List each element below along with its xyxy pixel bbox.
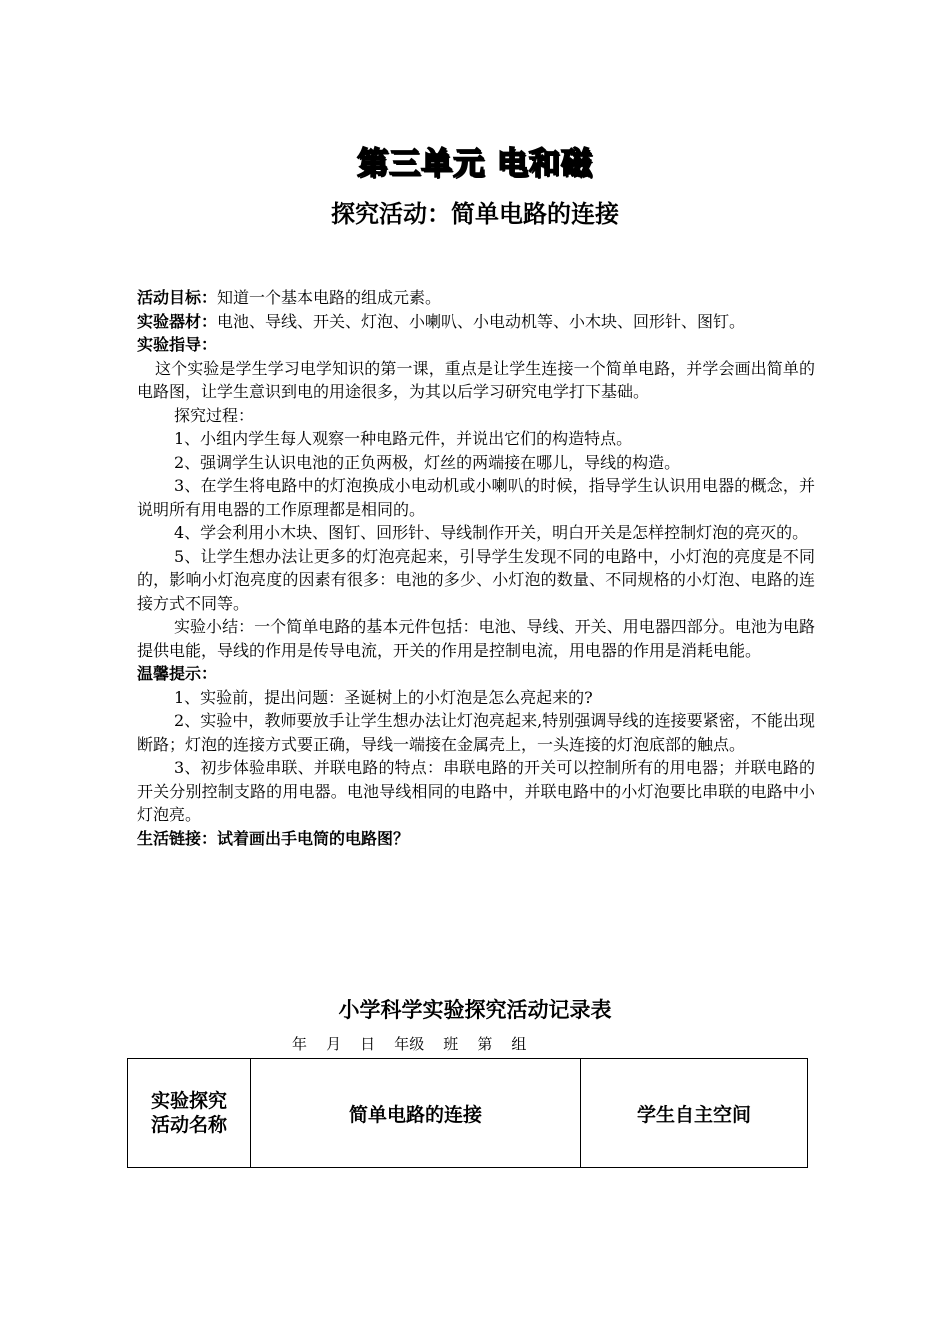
- step-item: 3、在学生将电路中的灯泡换成小电动机或小喇叭的时候，指导学生认识用电器的概念，并说明所有用电器的工作原理都是相同的。: [137, 476, 815, 519]
- materials-text: 电池、导线、开关、灯泡、小喇叭、小电动机等、小木块、回形针、图钉。: [217, 311, 746, 331]
- step-item: 5、让学生想办法让更多的灯泡亮起来，引导学生发现不同的电路中，小灯泡的亮度是不同的，影响小灯泡亮度的因素有很多：电池的多少、小灯泡的数量、不同规格的小灯泡、电路的连接方式不同等。: [137, 546, 815, 613]
- step-item: 4、学会利用小木块、图钉、回形针、导线制作开关，明白开关是怎样控制灯泡的亮灭的。: [174, 523, 809, 542]
- step-item: 1、小组内学生每人观察一种电路元件，并说出它们的构造特点。: [174, 429, 633, 448]
- materials-label: 实验器材：: [137, 311, 218, 331]
- process-label: 探究过程：: [174, 405, 255, 425]
- table-row: [128, 1059, 808, 1168]
- goal-line: [137, 286, 815, 310]
- document-body: [137, 286, 815, 850]
- activity-name-label-cell: [128, 1059, 251, 1168]
- unit-title: 第三单元 电和磁: [357, 146, 593, 182]
- goal-text: 知道一个基本电路的组成元素。: [217, 288, 442, 307]
- date-line: 年 月 日 年级 班 第 组: [292, 1035, 527, 1053]
- life-link: 生活链接：试着画出手电筒的电路图？: [137, 828, 410, 848]
- guide-label: 实验指导：: [137, 335, 218, 354]
- step-item: 2、强调学生认识电池的正负两极，灯丝的两端接在哪儿，导线的构造。: [174, 452, 681, 472]
- tips-label: 温馨提示：: [137, 664, 218, 683]
- activity-name-label-line2: 活动名称: [150, 1114, 227, 1136]
- tip-item: 1、实验前，提出问题：圣诞树上的小灯泡是怎么亮起来的?: [174, 687, 593, 707]
- guide-intro: 这个实验是学生学习电学知识的第一课，重点是让学生连接一个简单电路，并学会画出简单的电路图，让学生意识到电的用途很多，为其以后学习研究电学打下基础。: [137, 358, 815, 401]
- activity-title: 探究活动：简单电路的连接: [331, 200, 619, 228]
- tip-item: 2、实验中，教师要放手让学生想办法让灯泡亮起来,特别强调导线的连接要紧密，不能出现断路；灯泡的连接方式要正确，导线一端接在金属壳上，一头连接的灯泡底部的触点。: [137, 711, 815, 754]
- activity-name-cell: 简单电路的连接: [251, 1059, 581, 1168]
- activity-name-label-line1: 实验探究: [150, 1090, 227, 1112]
- goal-label: 活动目标：: [137, 288, 218, 307]
- student-space-cell: 学生自主空间: [581, 1059, 808, 1168]
- materials-line: [137, 310, 815, 334]
- record-table: [127, 1058, 808, 1168]
- record-table-title: 小学科学实验探究活动记录表: [338, 998, 612, 1022]
- tip-item: 3、初步体验串联、并联电路的特点：串联电路的开关可以控制所有的用电器；并联电路的开关分别控制支路的用电器。电池导线相同的电路中，并联电路中的小灯泡要比串联的电路中小灯泡亮。: [137, 758, 815, 824]
- summary: 实验小结：一个简单电路的基本元件包括：电池、导线、开关、用电器四部分。电池为电路提供电能，导线的作用是传导电流，开关的作用是控制电流，用电器的作用是消耗电能。: [137, 617, 815, 660]
